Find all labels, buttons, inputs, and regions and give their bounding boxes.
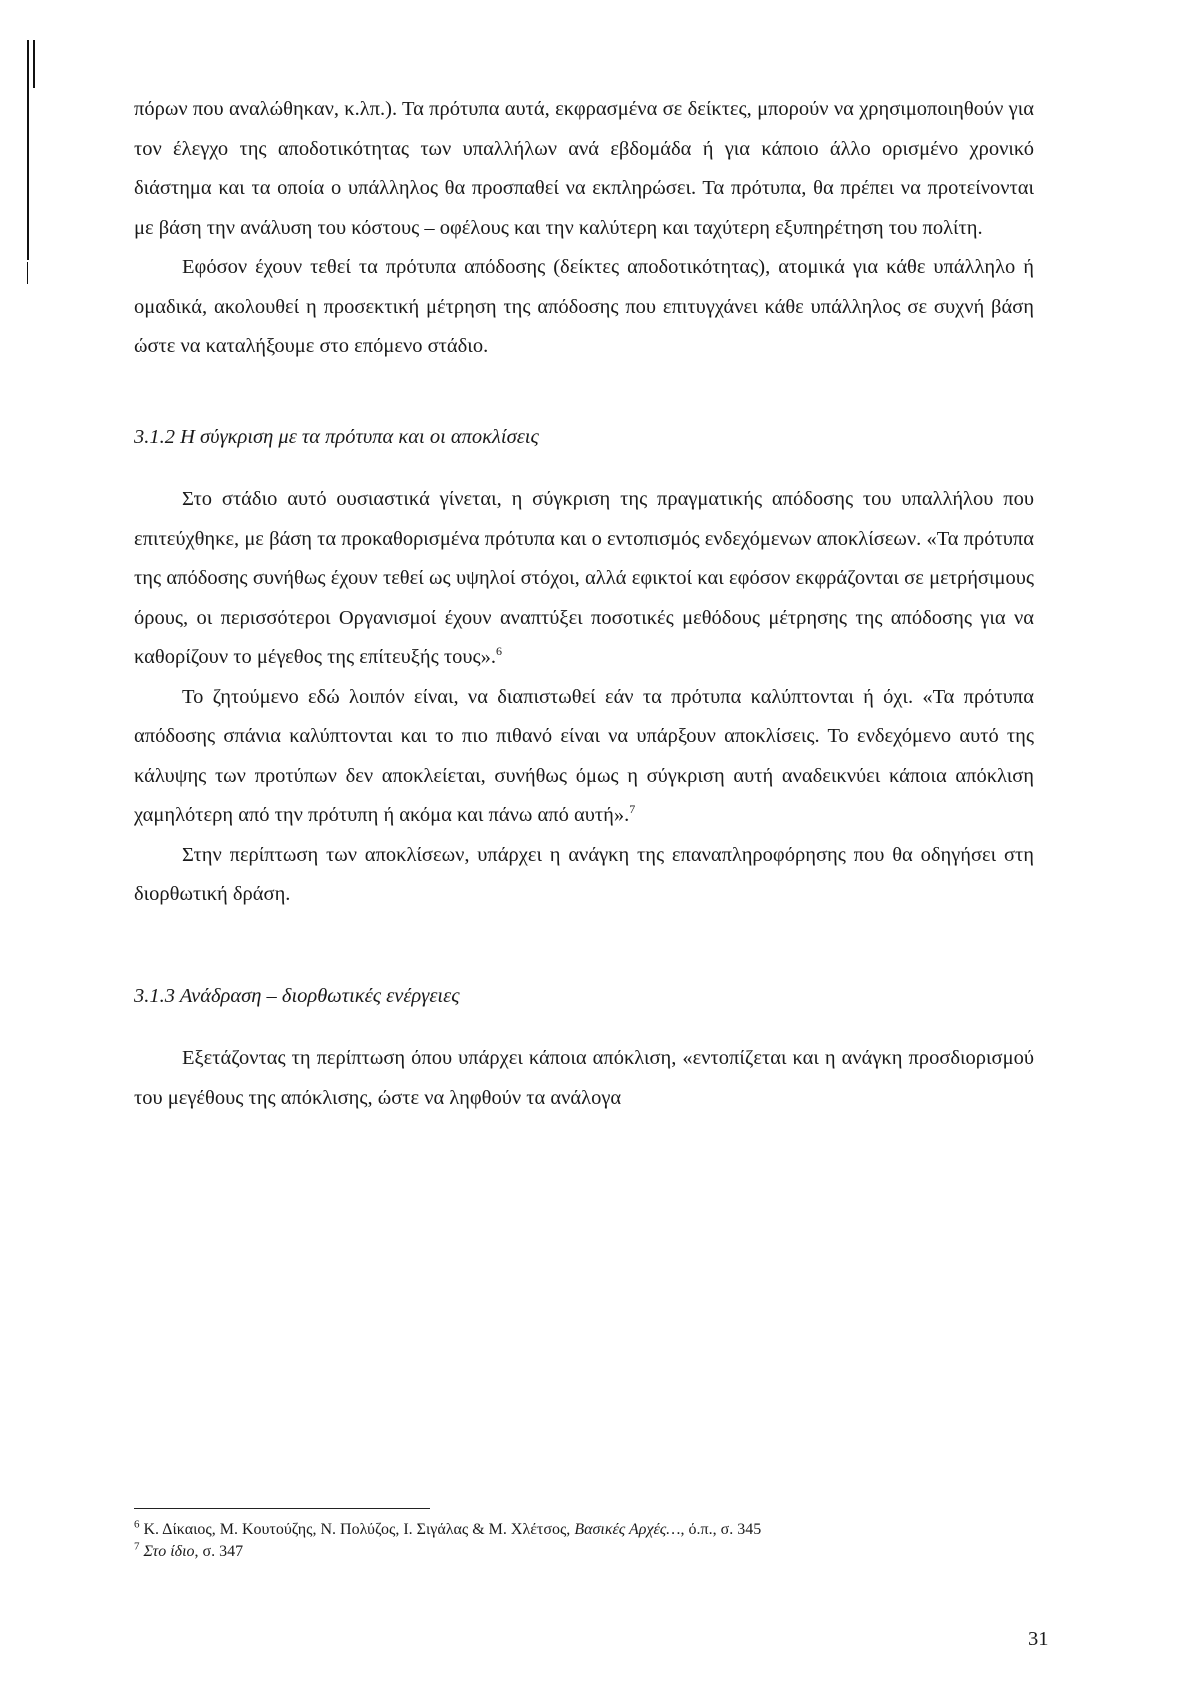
paragraph-text: Το ζητούμενο εδώ λοιπόν είναι, να διαπιστωθεί εάν τα πρότυπα καλύπτονται ή όχι. «Τα πρότυπα απόδοσης σπάνια καλύπτονται και το πιο πιθανό είναι να υπάρξουν αποκλίσεις. Το ενδεχόμενο αυτό της κάλυψης των προτύπων δεν αποκλείεται, συνήθως όμως η σύγκριση αυτή αναδεικνύει κάποια απόκλιση χαμηλότερη από την πρότυπη ή ακόμα και πάνω από αυτή». [134,685,1034,826]
section-heading: 3.1.3 Ανάδραση – διορθωτικές ενέργειες [134,984,460,1007]
scan-edge-line [27,40,29,260]
footnote-separator [134,1508,430,1509]
page-body [134,90,1034,1118]
scan-edge-line [33,40,35,88]
footnote-text: Κ. Δίκαιος, Μ. Κουτούζης, Ν. Πολύζος, Ι. Σιγάλας & Μ. Χλέτσος, [139,1521,575,1538]
paragraph-text: Στο στάδιο αυτό ουσιαστικά γίνεται, η σύγκριση της πραγματικής απόδοσης του υπαλλήλου που επιτεύχθηκε, με βάση τα προκαθορισμένα πρότυπα και ο εντοπισμός ενδεχόμενων αποκλίσεων. «Τα πρότυπα της απόδοσης συνήθως έχουν τεθεί ως υψηλοί στόχοι, αλλά εφικτοί και εφόσον εκφράζονται σε μετρήσιμους όρους, οι περισσότεροι Οργανισμοί έχουν αναπτύξει ποσοτικές μεθόδους μέτρησης της απόδοσης για να καθορίζουν το μέγεθος της επίτευξής τους». [134,488,1034,668]
paragraph: Στην περίπτωση των αποκλίσεων, υπάρχει η ανάγκη της επαναπληροφόρησης που θα οδηγήσει στη διορθωτική δράση. [134,843,1034,905]
paragraph-continued: πόρων που αναλώθηκαν, κ.λπ.). Τα πρότυπα αυτά, εκφρασμένα σε δείκτες, μπορούν να χρησιμοποιηθούν για τον έλεγχο της αποδοτικότητας των υπαλλήλων ανά εβδομάδα ή για κάποιο άλλο ορισμένο χρονικό διάστημα και τα οποία ο υπάλληλος θα προσπαθεί να εκπληρώσει. Τα πρότυπα, θα πρέπει να προτείνονται με βάση την ανάλυση του κόστους – οφέλους και την καλύτερη και ταχύτερη εξυπηρέτηση του πολίτη. [134,98,1034,239]
footnote-ref: 7 [629,802,636,817]
footnote-number: 7 [134,1540,140,1553]
footnotes [134,1508,1034,1563]
footnote [134,1541,1034,1563]
footnote-ref: 6 [495,644,502,659]
footnote-number: 6 [134,1518,140,1531]
paragraph: Εφόσον έχουν τεθεί τα πρότυπα απόδοσης (δείκτες αποδοτικότητας), ατομικά για κάθε υπάλληλο ή ομαδικά, ακολουθεί η προσεκτική μέτρηση της απόδοσης που επιτυγχάνει κάθε υπάλληλος σε συχνή βάση ώστε να καταλήξουμε στο επόμενο στάδιο. [134,256,1034,357]
paragraph: Εξετάζοντας τη περίπτωση όπου υπάρχει κάποια απόκλιση, «εντοπίζεται και η ανάγκη προσδιορισμού του μεγέθους της απόκλισης, ώστε να ληφθούν τα ανάλογα [134,1047,1034,1109]
paragraph [134,678,1034,836]
footnote-text: , ό.π., σ. 345 [680,1521,762,1538]
paragraph [134,480,1034,678]
footnote-text: , σ. 347 [194,1543,244,1560]
section-heading: 3.1.2 Η σύγκριση με τα πρότυπα και οι αποκλίσεις [134,425,539,448]
footnote-title: Βασικές Αρχές… [574,1521,681,1538]
footnote-title: Στο ίδιο [143,1543,195,1560]
page-number: 31 [1028,1628,1049,1650]
scan-edge-line [27,262,28,284]
footnote [134,1519,1034,1541]
